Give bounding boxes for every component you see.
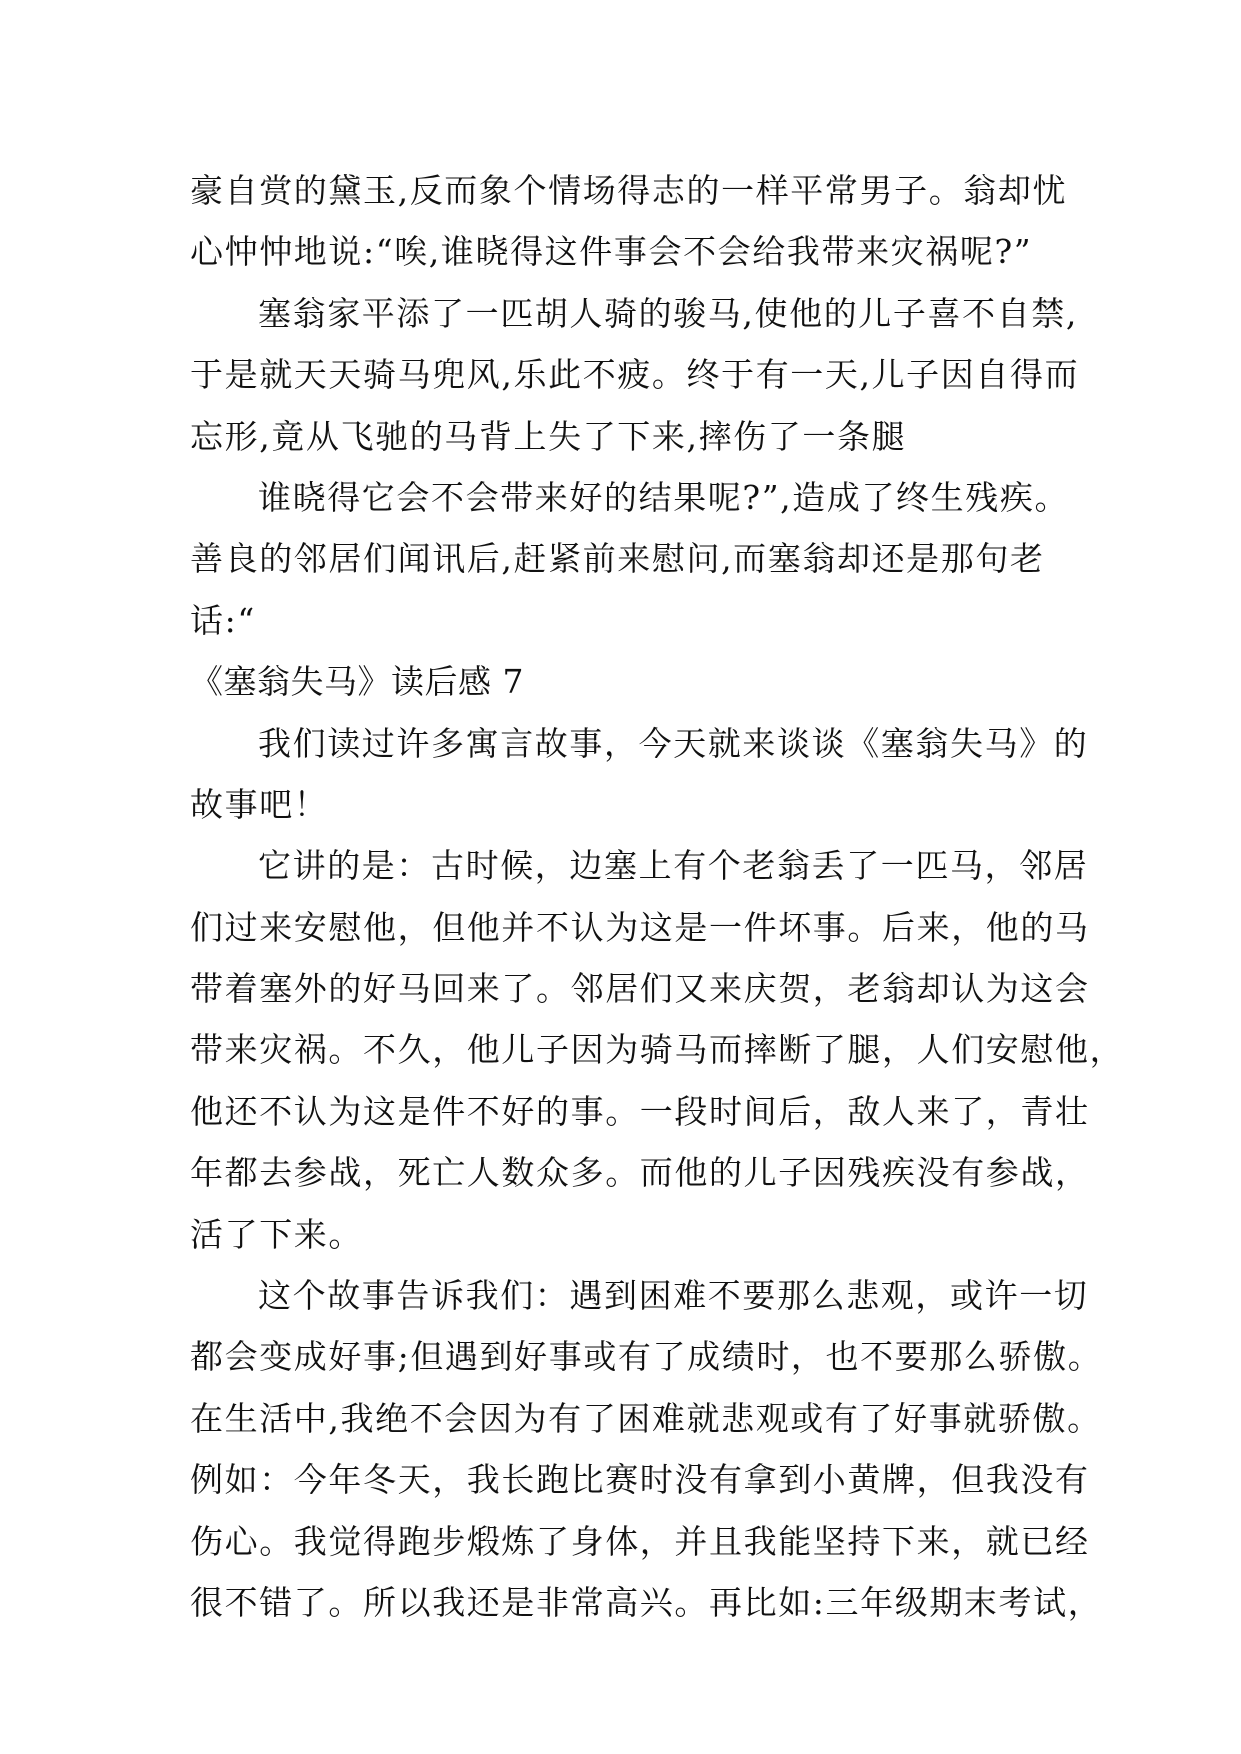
text-line: 他还不认为这是件不好的事。一段时间后，敌人来了，青壮: [190, 1091, 1090, 1131]
text-line: 活了下来。: [190, 1214, 363, 1254]
paragraph-start-line: 塞翁家平添了一匹胡人骑的骏马,使他的儿子喜不自禁,: [258, 293, 1078, 333]
text-line: 心忡忡地说:“唉,谁晓得这件事会不会给我带来灾祸呢?”: [190, 232, 1033, 272]
text-line: 年都去参战，死亡人数众多。而他的儿子因残疾没有参战，: [190, 1153, 1090, 1193]
paragraph-start-line: 我们读过许多寓言故事，今天就来谈谈《塞翁失马》的: [258, 723, 1089, 763]
text-line: 在生活中,我绝不会因为有了困难就悲观或有了好事就骄傲。: [190, 1398, 1102, 1438]
document-body: [190, 160, 1125, 1633]
text-line: 带着塞外的好马回来了。邻居们又来庆贺，老翁却认为这会: [190, 969, 1090, 1009]
section-heading: 《塞翁失马》读后感 7: [190, 662, 524, 702]
paragraph-start-line: 它讲的是：古时候，边塞上有个老翁丢了一匹马，邻居: [258, 846, 1089, 886]
text-line: 伤心。我觉得跑步煅炼了身体，并且我能坚持下来，就已经: [190, 1521, 1090, 1561]
text-line: 们过来安慰他，但他并不认为这是一件坏事。后来，他的马: [190, 907, 1090, 947]
text-line: 例如：今年冬天，我长跑比赛时没有拿到小黄牌，但我没有: [190, 1460, 1090, 1500]
text-line: 故事吧！: [190, 784, 329, 824]
text-line: 忘形,竟从飞驰的马背上失了下来,摔伤了一条腿: [190, 416, 907, 456]
paragraph-start-line: 谁晓得它会不会带来好的结果呢?”,造成了终生残疾。: [258, 477, 1070, 517]
paragraph-start-line: 这个故事告诉我们：遇到困难不要那么悲观，或许一切: [258, 1276, 1089, 1316]
text-line: 都会变成好事;但遇到好事或有了成绩时，也不要那么骄傲。: [190, 1337, 1103, 1377]
text-line: 很不错了。所以我还是非常高兴。再比如:三年级期末考试，: [190, 1582, 1103, 1622]
text-line: 话:“: [190, 600, 256, 640]
text-line: 善良的邻居们闻讯后,赶紧前来慰问,而塞翁却还是那句老: [190, 539, 1045, 579]
text-line: 豪自赏的黛玉,反而象个情场得志的一样平常男子。翁却忧: [190, 171, 1068, 210]
text-line: 带来灾祸。不久，他儿子因为骑马而摔断了腿，人们安慰他，: [190, 1030, 1125, 1070]
text-line: 于是就天天骑马兜风,乐此不疲。终于有一天,儿子因自得而: [190, 355, 1080, 395]
